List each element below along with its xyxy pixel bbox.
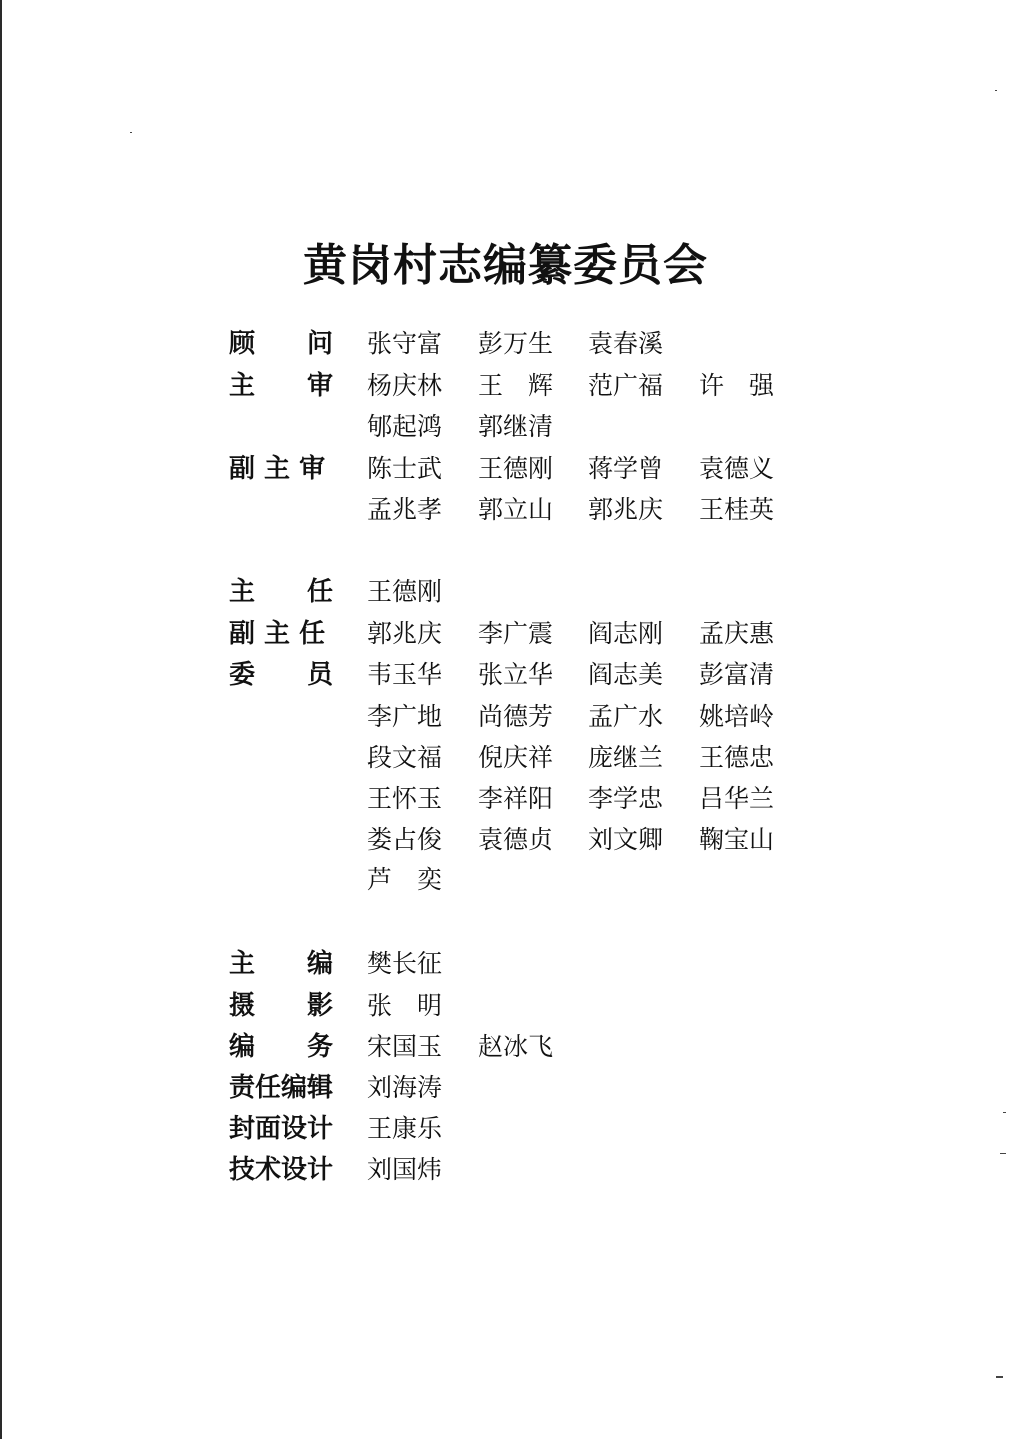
member-name: 郭兆庆: [588, 495, 664, 524]
member-name: 王德刚: [367, 577, 443, 606]
committee-row: [0, 409, 1011, 445]
committee-row: [0, 1070, 1011, 1106]
member-name: 郭立山: [478, 495, 554, 524]
member-name: 韦玉华: [367, 660, 443, 689]
scan-speck: [1003, 1112, 1006, 1113]
committee-row: [0, 988, 1011, 1024]
member-name: 杨庆林: [367, 371, 443, 400]
member-name: 倪庆祥: [478, 743, 554, 772]
member-name: 王桂英: [699, 495, 775, 524]
member-name: 王怀玉: [367, 784, 443, 813]
member-name: 李学忠: [588, 784, 664, 813]
member-name: 彭万生: [478, 329, 554, 358]
role-label: 副 主 审: [229, 454, 326, 484]
committee-row: [0, 1029, 1011, 1065]
member-name: 袁德贞: [478, 825, 554, 854]
scan-speck: [996, 1376, 1003, 1378]
member-name: 娄占俊: [367, 825, 443, 854]
member-name: 阎志美: [588, 660, 664, 689]
committee-row: [0, 368, 1011, 404]
committee-row: [0, 657, 1011, 693]
scan-speck: [995, 90, 997, 91]
committee-row: [0, 574, 1011, 610]
page-title: 黄岗村志编纂委员会: [303, 240, 708, 291]
member-name: 袁德义: [699, 454, 775, 483]
scan-speck: [130, 132, 132, 133]
member-name: 王德忠: [699, 743, 775, 772]
role-label: 主 审: [229, 371, 334, 401]
member-name: 李祥阳: [478, 784, 554, 813]
scan-speck: [1000, 1153, 1006, 1154]
role-label: 主 编: [229, 949, 334, 979]
committee-row: [0, 451, 1011, 487]
member-name: 彭富清: [699, 660, 775, 689]
member-name: 尚德芳: [478, 702, 554, 731]
member-name: 袁春溪: [588, 329, 664, 358]
member-name: 孟兆孝: [367, 495, 443, 524]
committee-row: [0, 1111, 1011, 1147]
member-name: 李广震: [478, 619, 554, 648]
member-name: 王 辉: [478, 371, 554, 400]
committee-row: [0, 492, 1011, 528]
member-name: 张 明: [367, 991, 443, 1020]
member-name: 樊长征: [367, 949, 443, 978]
member-name: 孟广水: [588, 702, 664, 731]
committee-row: [0, 822, 1011, 858]
member-name: 王德刚: [478, 454, 554, 483]
member-name: 段文福: [367, 743, 443, 772]
member-name: 许 强: [699, 371, 775, 400]
role-label: 技术设计: [229, 1155, 334, 1185]
member-name: 李广地: [367, 702, 443, 731]
member-name: 郭兆庆: [367, 619, 443, 648]
member-name: 王康乐: [367, 1114, 443, 1143]
member-name: 宋国玉: [367, 1032, 443, 1061]
member-name: 孟庆惠: [699, 619, 775, 648]
committee-row: [0, 862, 1011, 898]
member-name: 鞠宝山: [699, 825, 775, 854]
role-label: 封面设计: [229, 1114, 334, 1144]
role-label: 副 主 任: [229, 619, 326, 649]
member-name: 赵冰飞: [478, 1032, 554, 1061]
role-label: 责任编辑: [229, 1073, 334, 1103]
member-name: 阎志刚: [588, 619, 664, 648]
committee-row: [0, 740, 1011, 776]
member-name: 蒋学曾: [588, 454, 664, 483]
committee-row: [0, 781, 1011, 817]
member-name: 陈士武: [367, 454, 443, 483]
member-name: 郇起鸿: [367, 412, 443, 441]
committee-row: [0, 616, 1011, 652]
member-name: 庞继兰: [588, 743, 664, 772]
role-label: 主 任: [229, 577, 334, 607]
member-name: 刘国炜: [367, 1155, 443, 1184]
member-name: 姚培岭: [699, 702, 775, 731]
member-name: 芦 奕: [367, 865, 443, 894]
member-name: 吕华兰: [699, 784, 775, 813]
member-name: 刘文卿: [588, 825, 664, 854]
committee-row: [0, 326, 1011, 362]
member-name: 张立华: [478, 660, 554, 689]
member-name: 范广福: [588, 371, 664, 400]
role-label: 委 员: [229, 660, 334, 690]
role-label: 摄 影: [229, 991, 334, 1021]
member-name: 郭继清: [478, 412, 554, 441]
committee-row: [0, 699, 1011, 735]
role-label: 编 务: [229, 1032, 334, 1062]
committee-row: [0, 1152, 1011, 1188]
role-label: 顾 问: [229, 329, 334, 359]
member-name: 张守富: [367, 329, 443, 358]
committee-row: [0, 946, 1011, 982]
member-name: 刘海涛: [367, 1073, 443, 1102]
